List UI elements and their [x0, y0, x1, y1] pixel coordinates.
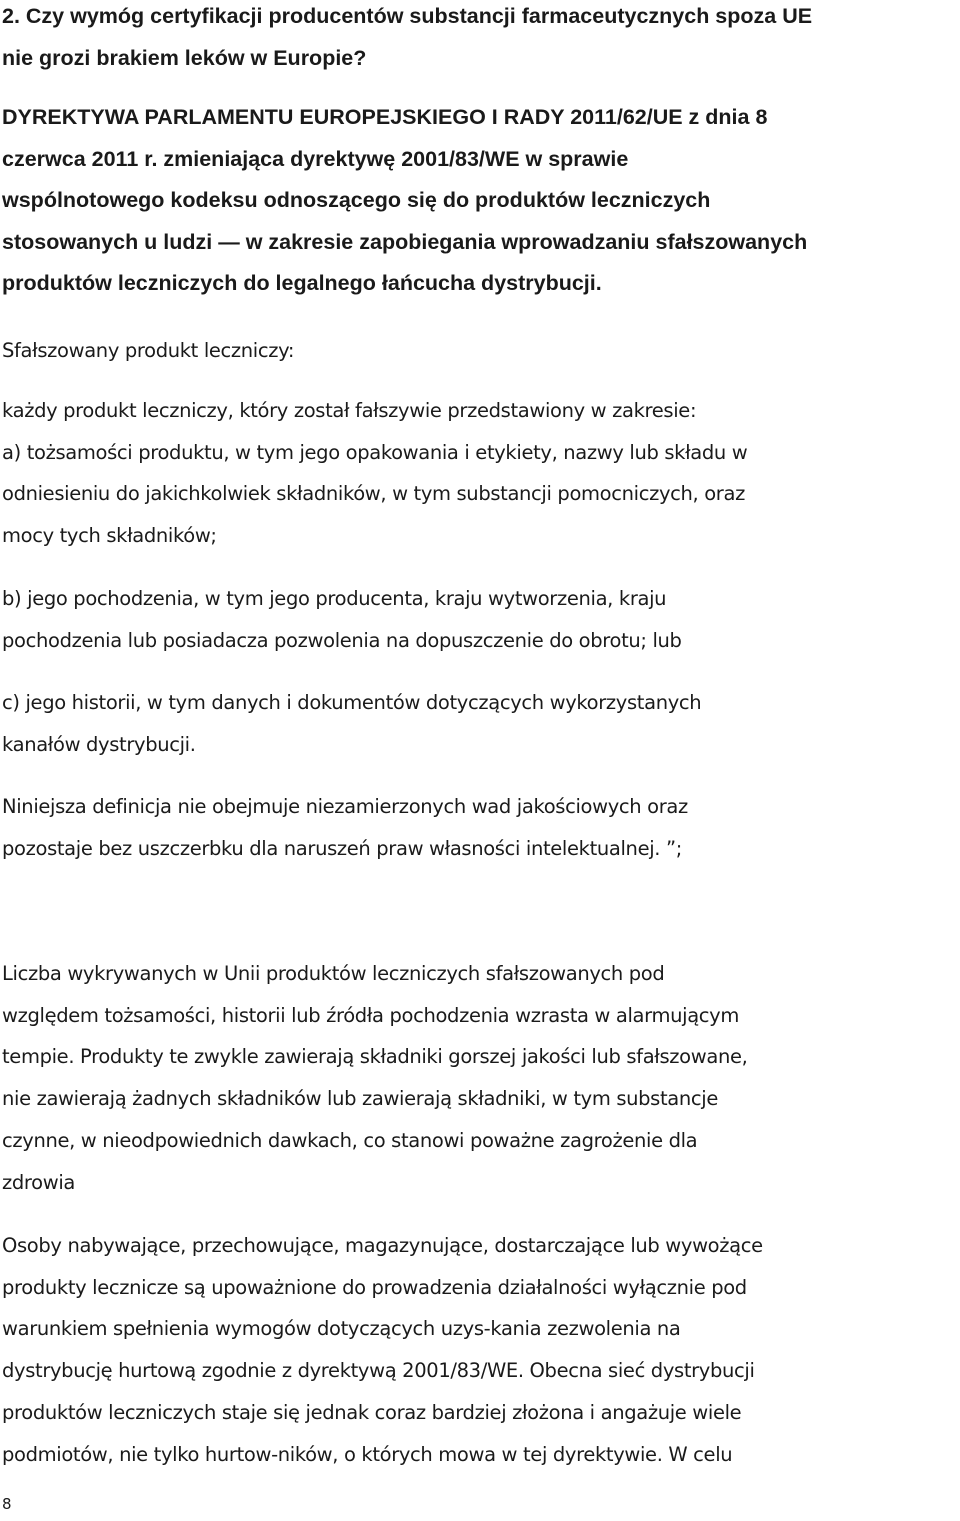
definition-item-c — [2, 682, 957, 765]
paragraph-line: produkty lecznicze są upoważnione do prowadzenia działalności wyłącznie pod — [2, 1275, 747, 1299]
paragraph-line: Liczba wykrywanych w Unii produktów leczniczych sfałszowanych pod — [2, 962, 665, 985]
question-line: 2. Czy wymóg certyfikacji producentów substancji farmaceutycznych spoza UE — [2, 4, 813, 28]
directive-line: DYREKTYWA PARLAMENTU EUROPEJSKIEGO I RADY 2011/62/UE z dnia 8 — [2, 105, 768, 129]
definition-line: pozostaje bez uszczerbku dla naruszeń praw własności intelektualnej. ”; — [2, 836, 682, 860]
definition-line: mocy tych składników; — [2, 524, 217, 548]
paragraph-line: dystrybucję hurtową zgodnie z dyrektywą 2001/83/WE. Obecna sieć dystrybucji — [2, 1359, 755, 1383]
definition-line: c) jego historii, w tym danych i dokumentów dotyczących wykorzystanych — [2, 691, 702, 714]
definition-line: Niniejsza definicja nie obejmuje niezamierzonych wad jakościowych oraz — [2, 795, 688, 818]
directive-line: czerwca 2011 r. zmieniająca dyrektywę 2001/83/WE w sprawie — [2, 146, 629, 171]
definition-item-b — [2, 578, 957, 661]
directive-line: produktów leczniczych do legalnego łańcucha dystrybucji. — [2, 271, 602, 295]
definition-title — [2, 330, 957, 372]
directive-line: wspólnotowego kodeksu odnoszącego się do produktów leczniczych — [2, 188, 711, 212]
definition-line: kanałów dystrybucji. — [2, 732, 196, 756]
paragraph-line: czynne, w nieodpowiednich dawkach, co stanowi poważne zagrożenie dla — [2, 1128, 698, 1152]
paragraph-line: warunkiem spełnienia wymogów dotyczących uzys-kania zezwolenia na — [2, 1317, 681, 1341]
paragraph-line: produktów leczniczych staje się jednak coraz bardziej złożona i angażuje wiele — [2, 1400, 742, 1424]
paragraph-line: względem tożsamości, historii lub źródła pochodzenia wzrasta w alarmującym — [2, 1003, 740, 1027]
directive-line: stosowanych u ludzi — w zakresie zapobiegania wprowadzaniu sfałszowanych — [2, 229, 808, 254]
definition-note — [2, 786, 957, 869]
definition-line: pochodzenia lub posiadacza pozwolenia na dopuszczenie do obrotu; lub — [2, 628, 682, 652]
paragraph-counterfeit-growth — [2, 953, 957, 1203]
paragraph-line: tempie. Produkty te zwykle zawierają składniki gorszej jakości lub sfałszowane, — [2, 1045, 748, 1069]
definition-title-text: Sfałszowany produkt leczniczy: — [2, 339, 295, 362]
question-line: nie grozi brakiem leków w Europie? — [2, 45, 367, 70]
paragraph-distribution — [2, 1225, 957, 1475]
definition-line: a) tożsamości produktu, w tym jego opakowania i etykiety, nazwy lub składu w — [2, 440, 748, 464]
definition-intro — [2, 390, 957, 557]
definition-line: odniesieniu do jakichkolwiek składników, w tym substancji pomocniczych, oraz — [2, 482, 745, 506]
definition-line: każdy produkt leczniczy, który został fałszywie przedstawiony w zakresie: — [2, 399, 697, 422]
paragraph-line: Osoby nabywające, przechowujące, magazynujące, dostarczające lub wywożące — [2, 1234, 763, 1257]
paragraph-line: nie zawierają żadnych składników lub zawierają składniki, w tym substancje — [2, 1087, 718, 1111]
paragraph-line: zdrowia — [2, 1170, 75, 1194]
directive-heading — [2, 97, 952, 305]
page-number: 8 — [2, 1495, 12, 1513]
paragraph-line: podmiotów, nie tylko hurtow-ników, o których mowa w tej dyrektywie. W celu — [2, 1442, 733, 1466]
question-heading — [2, 0, 952, 79]
definition-line: b) jego pochodzenia, w tym jego producenta, kraju wytworzenia, kraju — [2, 587, 667, 610]
